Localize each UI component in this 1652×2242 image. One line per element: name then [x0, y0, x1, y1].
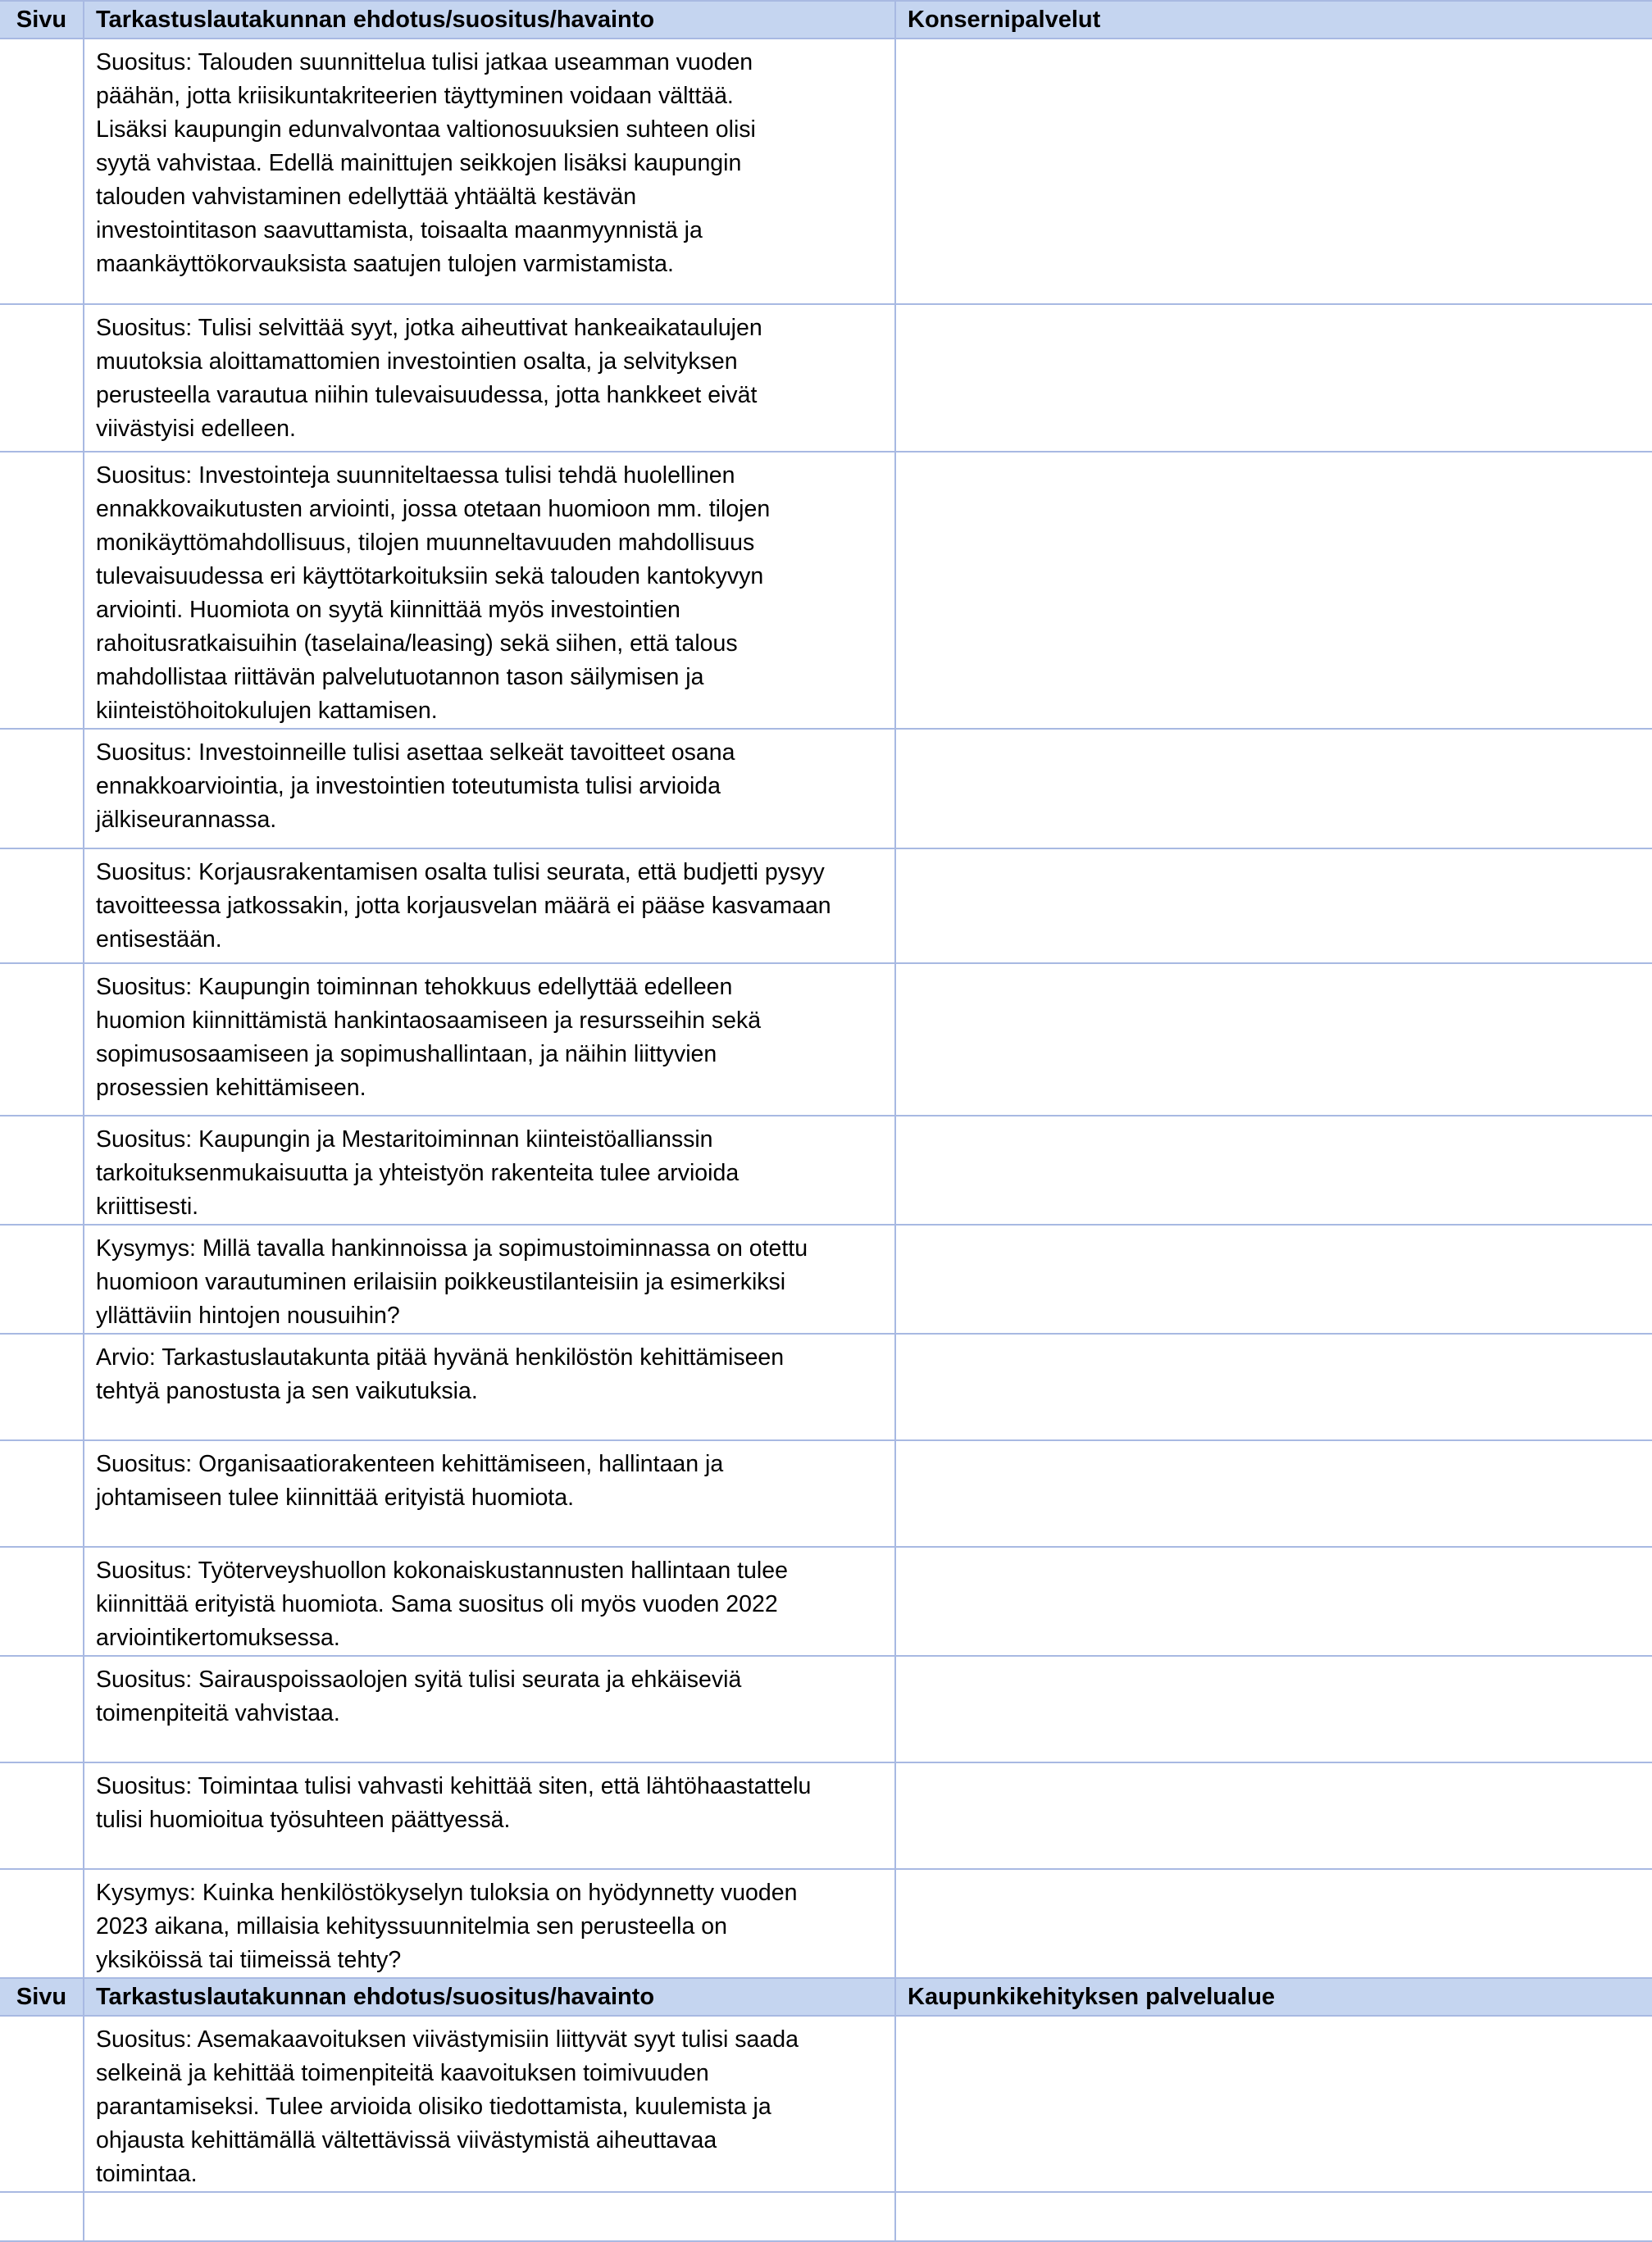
header-recommendation-col: Tarkastuslautakunnan ehdotus/suositus/havainto — [84, 1978, 895, 2016]
page-cell — [0, 729, 84, 848]
response-cell — [895, 304, 1652, 452]
page-cell — [0, 1334, 84, 1440]
table-row — [0, 1116, 1652, 1225]
recommendation-cell — [84, 1334, 895, 1440]
recommendation-text: Suositus: Investointeja suunniteltaessa tulisi tehdä huolellinen ennakkovaikutusten arviointi, jossa otetaan huomioon mm. tilojen monikäyttömahdollisuus, tilojen muunneltavuuden mahdollisuus tulevaisuudessa eri käyttötarkoituksiin sekä talouden kantokyvyn arviointi. Huomiota on syytä kiinnittää myös investointien rahoitusratkaisuihin (taselaina/leasing) sekä siihen, että talous mahdollistaa riittävän palvelutuotannon tason säilymisen ja kiinteistöhoitokulujen kattamisen. — [96, 462, 771, 724]
header-unit-col: Kaupunkikehityksen palvelualue — [895, 1978, 1652, 2016]
page-cell — [0, 1869, 84, 1978]
page-cell — [0, 848, 84, 963]
recommendation-cell — [84, 2192, 895, 2241]
table-header-row — [0, 1978, 1652, 2016]
recommendation-cell — [84, 452, 895, 729]
page-cell — [0, 1440, 84, 1547]
page-cell — [0, 1225, 84, 1334]
recommendation-text: Suositus: Kaupungin ja Mestaritoiminnan kiinteistöallianssin tarkoituksenmukaisuutta ja yhteistyön rakenteita tulee arvioida kriittisesti. — [96, 1126, 740, 1220]
recommendation-cell — [84, 1869, 895, 1978]
table-row — [0, 1225, 1652, 1334]
table-row — [0, 963, 1652, 1116]
recommendation-text: Suositus: Investoinneille tulisi asettaa selkeät tavoitteet osana ennakkoarviointia, ja investointien toteutumista tulisi arvioida jälkiseurannassa. — [96, 739, 735, 833]
recommendation-text: Suositus: Sairauspoissaolojen syitä tulisi seurata ja ehkäiseviä toimenpiteitä vahvistaa. — [96, 1667, 742, 1726]
page-cell — [0, 1656, 84, 1762]
table-row — [0, 848, 1652, 963]
recommendation-cell — [84, 304, 895, 452]
recommendation-cell — [84, 1225, 895, 1334]
recommendation-text: Suositus: Organisaatiorakenteen kehittämiseen, hallintaan ja johtamiseen tulee kiinnittää erityistä huomiota. — [96, 1451, 724, 1511]
table-row — [0, 39, 1652, 304]
recommendation-text: Kysymys: Millä tavalla hankinnoissa ja sopimustoiminnassa on otettu huomioon varautuminen erilaisiin poikkeustilanteisiin ja esimerkiksi yllättäviin hintojen nousuihin? — [96, 1235, 808, 1329]
response-cell — [895, 1334, 1652, 1440]
recommendation-text: Suositus: Toimintaa tulisi vahvasti kehittää siten, että lähtöhaastattelu tulisi huomioitua työsuhteen päättyessä. — [96, 1773, 812, 1833]
response-cell — [895, 1225, 1652, 1334]
table-row — [0, 2016, 1652, 2192]
page-cell — [0, 963, 84, 1116]
response-cell — [895, 1869, 1652, 1978]
table-header-row — [0, 1, 1652, 39]
page-cell — [0, 2192, 84, 2241]
table-row — [0, 1440, 1652, 1547]
page-cell — [0, 304, 84, 452]
response-cell — [895, 963, 1652, 1116]
response-cell — [895, 1656, 1652, 1762]
recommendation-text: Kysymys: Kuinka henkilöstökyselyn tuloksia on hyödynnetty vuoden 2023 aikana, millaisia kehityssuunnitelmia sen perusteella on yksiköissä tai tiimeissä tehty? — [96, 1880, 798, 1973]
table-row — [0, 304, 1652, 452]
table-row — [0, 729, 1652, 848]
recommendation-cell — [84, 848, 895, 963]
recommendation-cell — [84, 1656, 895, 1762]
recommendation-text: Arvio: Tarkastuslautakunta pitää hyvänä henkilöstön kehittämiseen tehtyä panostusta ja sen vaikutuksia. — [96, 1344, 785, 1404]
response-cell — [895, 2016, 1652, 2192]
recommendation-text: Suositus: Korjausrakentamisen osalta tulisi seurata, että budjetti pysyy tavoitteessa jatkossakin, jotta korjausvelan määrä ei pääse kasvamaan entisestään. — [96, 859, 831, 953]
table-row — [0, 452, 1652, 729]
recommendation-text: Suositus: Työterveyshuollon kokonaiskustannusten hallintaan tulee kiinnittää erityistä huomiota. Sama suositus oli myös vuoden 2022 arviointikertomuksessa. — [96, 1558, 788, 1651]
table-row — [0, 1334, 1652, 1440]
header-recommendation-col: Tarkastuslautakunnan ehdotus/suositus/havainto — [84, 1, 895, 39]
page-cell — [0, 39, 84, 304]
recommendation-text: Suositus: Talouden suunnittelua tulisi jatkaa useamman vuoden päähän, jotta kriisikuntakriteerien täyttyminen voidaan välttää. Lisäksi kaupungin edunvalvontaa valtionosuuksien suhteen olisi syytä vahvistaa. Edellä mainittujen seikkojen lisäksi kaupungin talouden vahvistaminen edellyttää yhtäältä kestävän investointitason saavuttamista, toisaalta maanmyynnistä ja maankäyttökorvauksista saatujen tulojen varmistamista. — [96, 49, 756, 277]
recommendation-cell — [84, 1440, 895, 1547]
table-row — [0, 1762, 1652, 1869]
response-cell — [895, 452, 1652, 729]
table-row — [0, 1547, 1652, 1656]
response-cell — [895, 1762, 1652, 1869]
recommendation-cell — [84, 39, 895, 304]
response-cell — [895, 1440, 1652, 1547]
table-row — [0, 2192, 1652, 2241]
table-row — [0, 1656, 1652, 1762]
page-cell — [0, 2016, 84, 2192]
recommendation-cell — [84, 2016, 895, 2192]
recommendation-cell — [84, 963, 895, 1116]
table-row — [0, 1869, 1652, 1978]
recommendation-cell — [84, 1762, 895, 1869]
page-cell — [0, 452, 84, 729]
response-cell — [895, 1116, 1652, 1225]
header-page-col: Sivu — [0, 1, 84, 39]
recommendation-cell — [84, 1547, 895, 1656]
recommendation-text: Suositus: Kaupungin toiminnan tehokkuus edellyttää edelleen huomion kiinnittämistä hankintaosaamiseen ja resursseihin sekä sopimusosaamiseen ja sopimushallintaan, ja näihin liittyvien prosessien kehittämiseen. — [96, 974, 762, 1101]
recommendation-cell — [84, 729, 895, 848]
recommendation-cell — [84, 1116, 895, 1225]
recommendation-text: Suositus: Asemakaavoituksen viivästymisiin liittyvät syyt tulisi saada selkeinä ja kehittää toimenpiteitä kaavoituksen toimivuuden parantamiseksi. Tulee arvioida olisiko tiedottamista, kuulemista ja ohjausta kehittämällä vältettävissä viivästymistä aiheuttavaa toimintaa. — [96, 2026, 799, 2187]
response-cell — [895, 1547, 1652, 1656]
response-cell — [895, 848, 1652, 963]
page-cell — [0, 1116, 84, 1225]
recommendation-text: Suositus: Tulisi selvittää syyt, jotka aiheuttivat hankeaikataulujen muutoksia aloittamattomien investointien osalta, ja selvityksen perusteella varautua niihin tulevaisuudessa, jotta hankkeet eivät viivästyisi edelleen. — [96, 315, 762, 442]
response-cell — [895, 729, 1652, 848]
response-cell — [895, 39, 1652, 304]
header-unit-col: Konsernipalvelut — [895, 1, 1652, 39]
page-cell — [0, 1762, 84, 1869]
response-cell — [895, 2192, 1652, 2241]
page-cell — [0, 1547, 84, 1656]
header-page-col: Sivu — [0, 1978, 84, 2016]
